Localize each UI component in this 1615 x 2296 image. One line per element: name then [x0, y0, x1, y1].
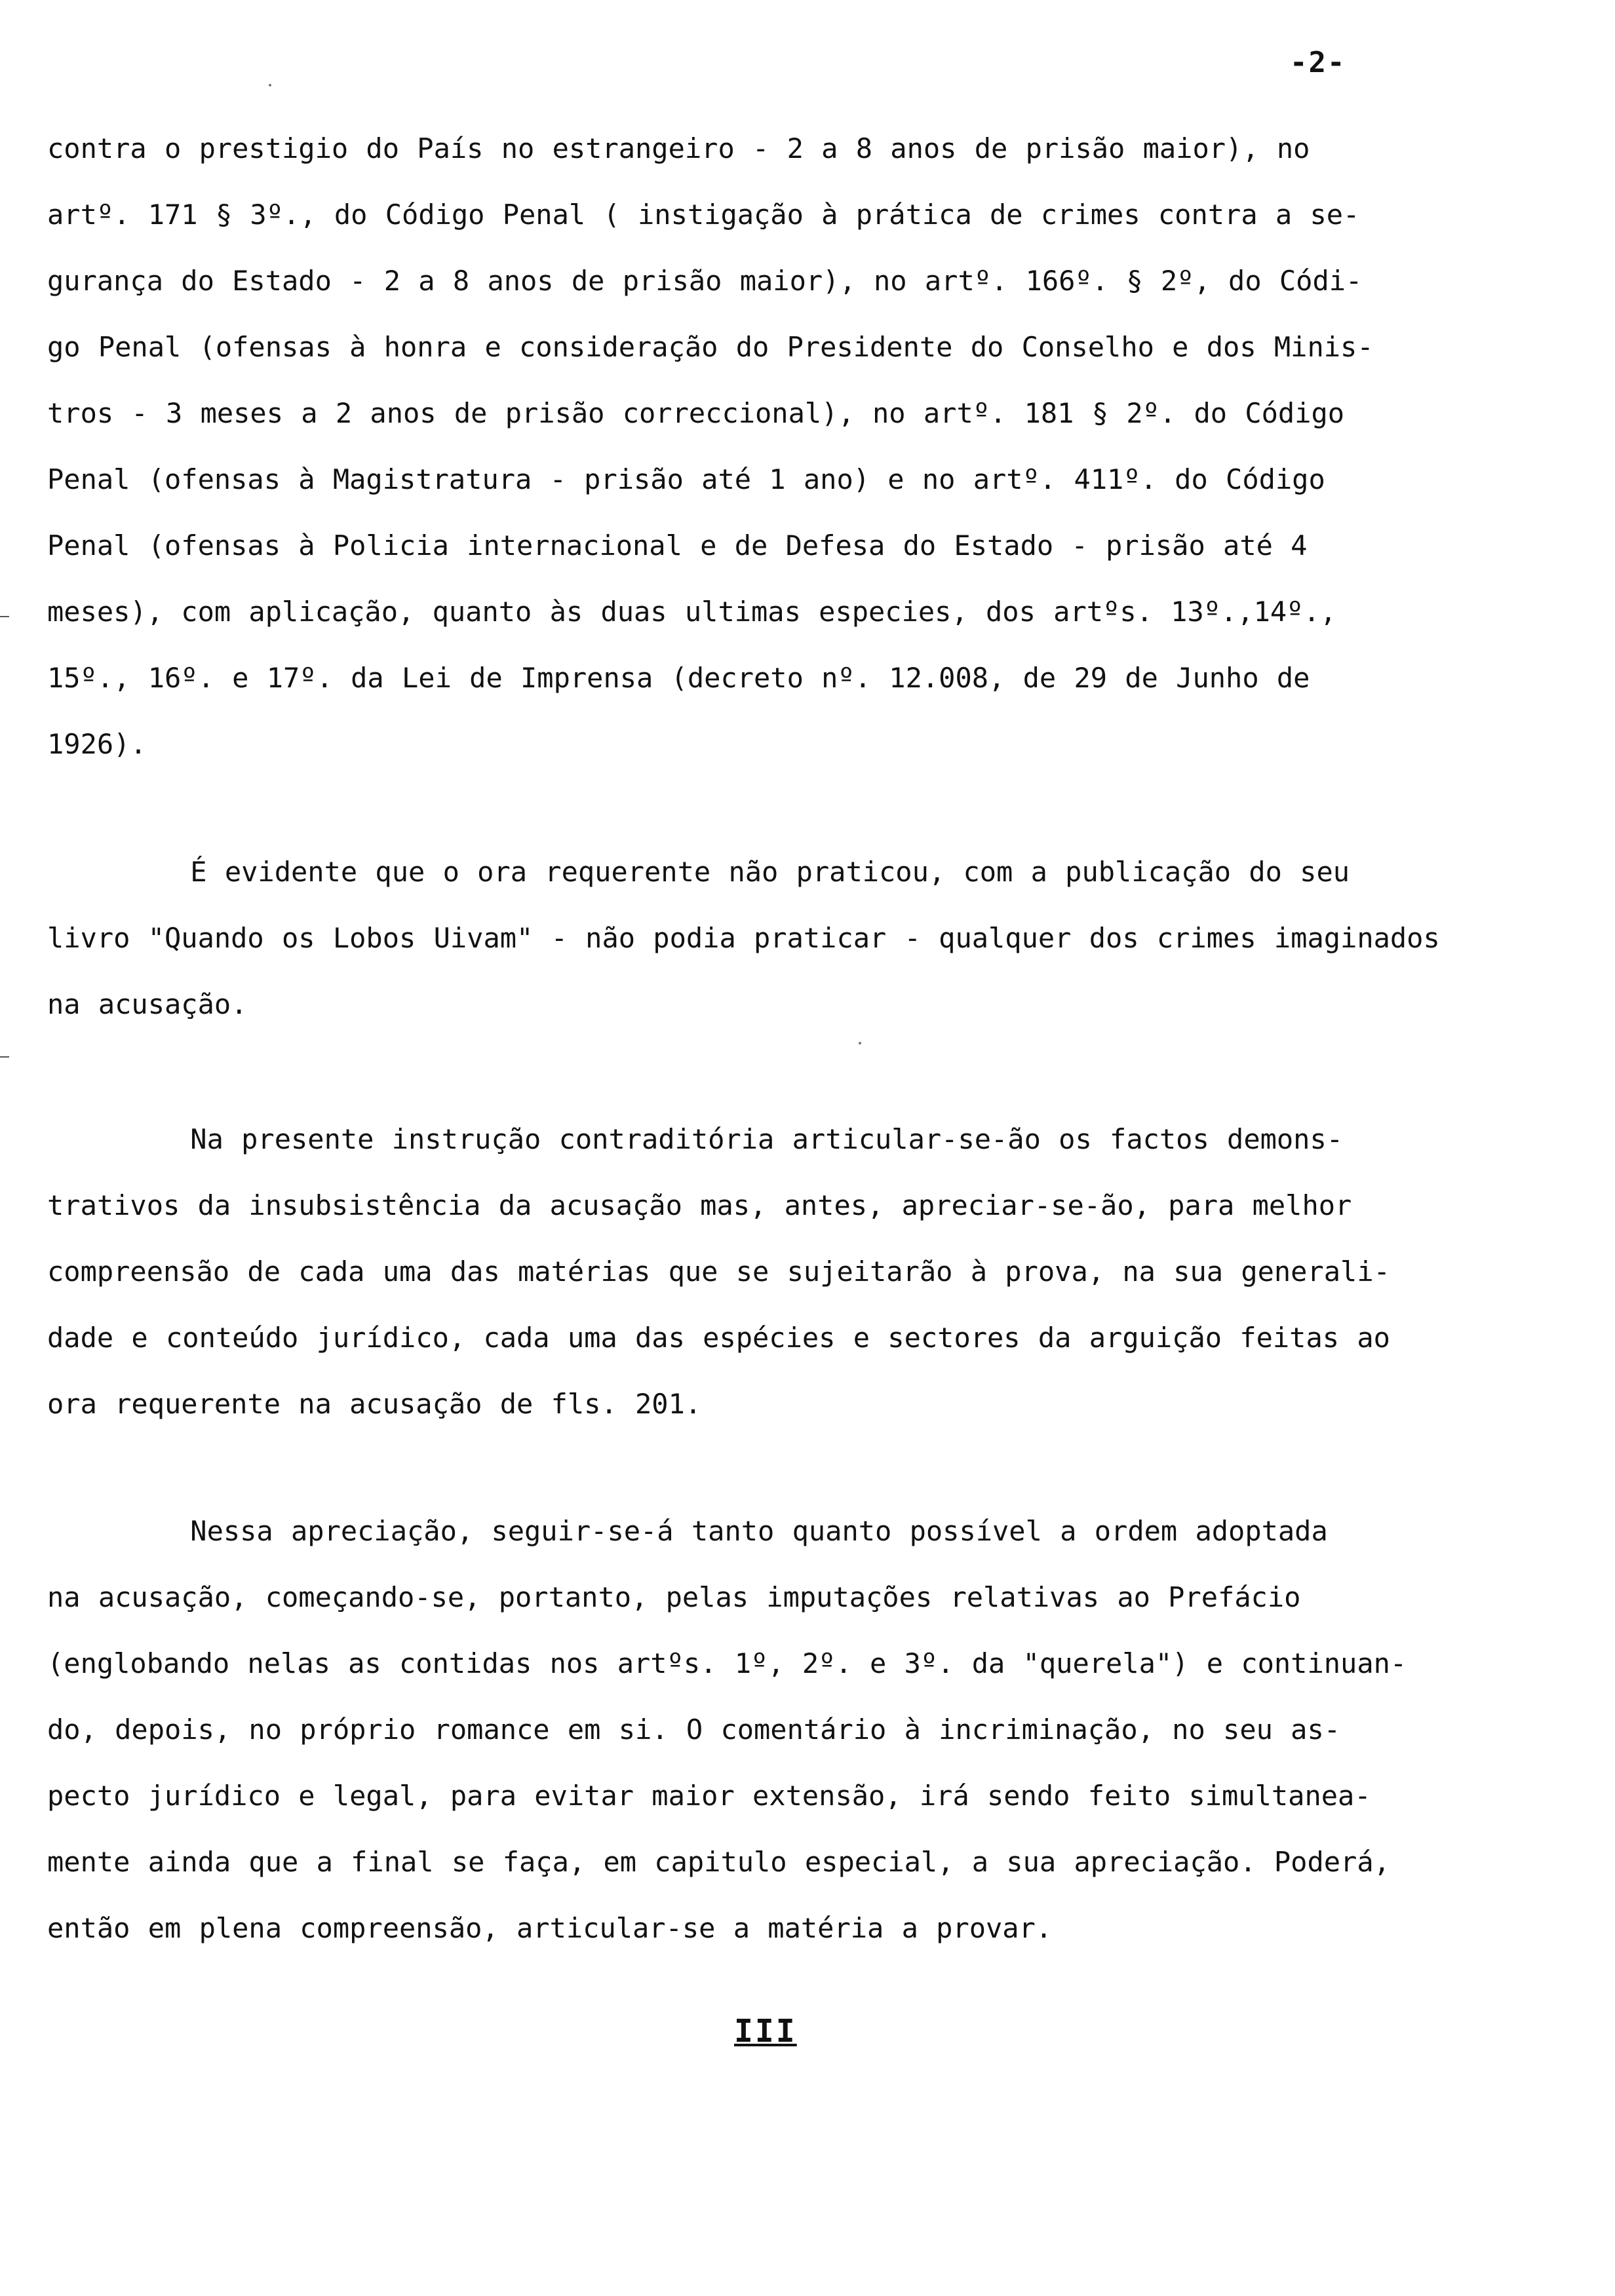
page-number: -2- [1290, 46, 1346, 79]
scan-speck [269, 84, 271, 86]
paragraph-appreciation [47, 1498, 1407, 1961]
text-line: contra o prestigio do País no estrangeiro - 2 a 8 anos de prisão maior), no [47, 132, 1310, 164]
paragraph-penal-articles [47, 115, 1397, 777]
text-line: Penal (ofensas à Magistratura - prisão até 1 ano) e no artº. 411º. do Código [47, 463, 1325, 495]
text-line: pecto jurídico e legal, para evitar maior extensão, irá sendo feito simultanea- [47, 1780, 1371, 1812]
text-line: Penal (ofensas à Policia internacional e de Defesa do Estado - prisão até 4 [47, 529, 1308, 562]
text-line: livro "Quando os Lobos Uivam" - não podia praticar - qualquer dos crimes imaginados [47, 922, 1440, 954]
text-line: artº. 171 § 3º., do Código Penal ( instigação à prática de crimes contra a se- [47, 199, 1360, 231]
text-line: (englobando nelas as contidas nos artºs. 1º, 2º. e 3º. da "querela") e continuan- [47, 1647, 1407, 1679]
section-heading: III [734, 2013, 797, 2050]
margin-mark [0, 616, 9, 617]
paragraph-evidence-statement [47, 839, 1440, 1037]
text-line: na acusação, começando-se, portanto, pelas imputações relativas ao Prefácio [47, 1581, 1301, 1613]
text-line: então em plena compreensão, articular-se a matéria a provar. [47, 1912, 1053, 1944]
text-line: meses), com aplicação, quanto às duas ultimas especies, dos artºs. 13º.,14º., [47, 596, 1337, 628]
text-line: dade e conteúdo jurídico, cada uma das espécies e sectores da arguição feitas ao [47, 1322, 1390, 1354]
text-line: É evidente que o ora requerente não praticou, com a publicação do seu [47, 856, 1350, 888]
margin-mark [0, 1056, 9, 1058]
text-line: 15º., 16º. e 17º. da Lei de Imprensa (decreto nº. 12.008, de 29 de Junho de [47, 662, 1310, 694]
text-line: ora requerente na acusação de fls. 201. [47, 1388, 702, 1420]
text-line: go Penal (ofensas à honra e consideração do Presidente do Conselho e dos Minis- [47, 331, 1374, 363]
text-line: 1926). [47, 728, 147, 760]
scan-speck [859, 1042, 861, 1044]
text-line: trativos da insubsistência da acusação mas, antes, apreciar-se-ão, para melhor [47, 1189, 1352, 1221]
text-line: Na presente instrução contraditória articular-se-ão os factos demons- [47, 1123, 1344, 1155]
text-line: tros - 3 meses a 2 anos de prisão correccional), no artº. 181 § 2º. do Código [47, 397, 1345, 429]
text-line: do, depois, no próprio romance em si. O comentário à incriminação, no seu as- [47, 1713, 1341, 1746]
text-line: na acusação. [47, 988, 248, 1020]
paragraph-instruction [47, 1106, 1397, 1437]
text-line: compreensão de cada uma das matérias que se sujeitarão à prova, na sua generali- [47, 1255, 1390, 1288]
text-line: Nessa apreciação, seguir-se-á tanto quanto possível a ordem adoptada [47, 1515, 1328, 1547]
text-line: gurança do Estado - 2 a 8 anos de prisão maior), no artº. 166º. § 2º, do Códi- [47, 265, 1363, 297]
text-line: mente ainda que a final se faça, em capitulo especial, a sua apreciação. Poderá, [47, 1846, 1390, 1878]
